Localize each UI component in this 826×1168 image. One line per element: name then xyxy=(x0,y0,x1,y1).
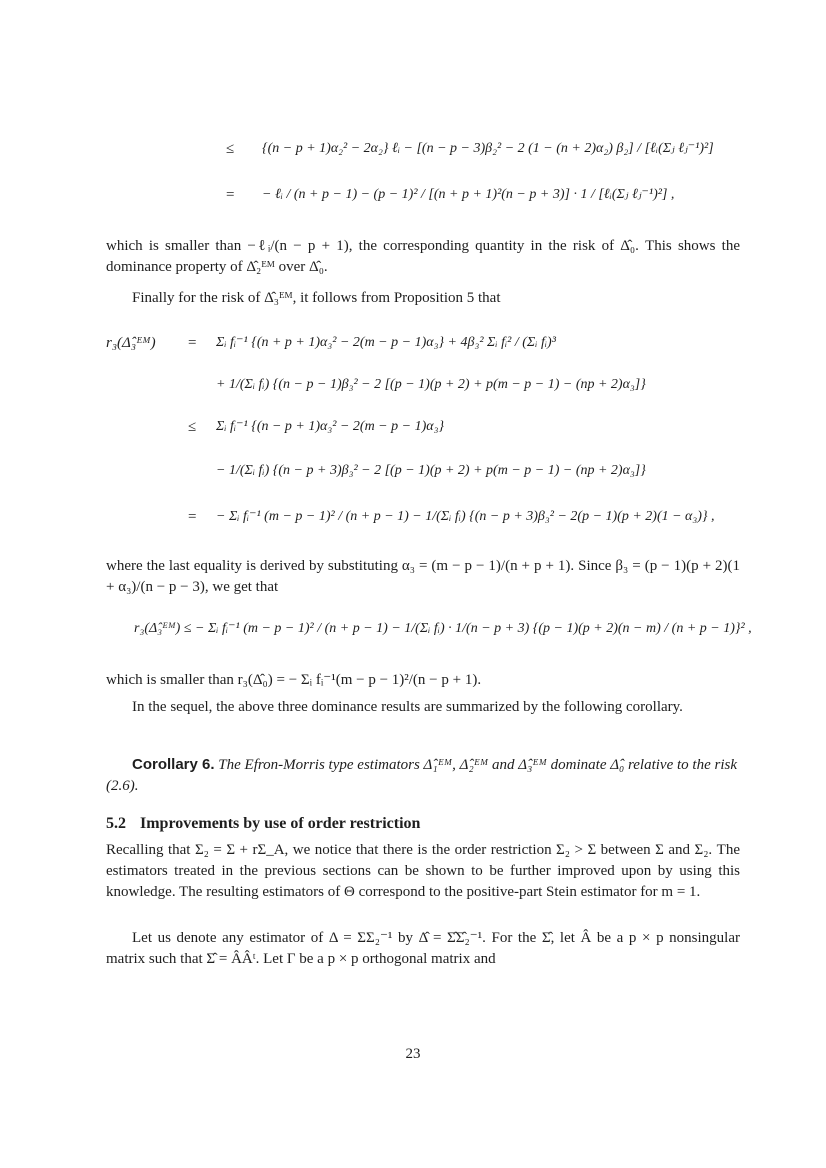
corollary-6 xyxy=(106,754,740,797)
eq1-expression: {(n − p + 1)α₂² − 2α₂} ℓᵢ − [(n − p − 3)β₂² − 2 (1 − (n + 2)α₂) β₂] / [ℓᵢ(Σⱼ ℓⱼ⁻¹)²] xyxy=(262,141,714,156)
section-title: Improvements by use of order restriction xyxy=(140,815,421,832)
corollary-label: Corollary 6. xyxy=(132,756,215,773)
r3-line3: Σᵢ fᵢ⁻¹ {(n − p + 1)α₃² − 2(m − p − 1)α₃} xyxy=(216,419,445,434)
paragraph-let-us-denote: Let us denote any estimator of Δ = ΣΣ₂⁻¹ by Δ̂ = Σ̂Σ̂₂⁻¹. For the Σ̂, let Â be a p × p nonsingular matrix such that Σ̂ = ÂÂᵗ. Let Γ be a p × p orthogonal matrix and xyxy=(106,930,740,967)
section-heading xyxy=(106,815,420,833)
r3-line4: − 1/(Σᵢ fᵢ) {(n − p + 3)β₃² − 2 [(p − 1)(p + 2) + p(m − p − 1) − (np + 2)α₃]} xyxy=(216,463,646,478)
eq2-expression: − ℓᵢ / (n + p − 1) − (p − 1)² / [(n + p + 1)²(n − p + 3)] · 1 / [ℓᵢ(Σⱼ ℓⱼ⁻¹)²] , xyxy=(262,187,675,202)
r3-line5-relation: = xyxy=(188,509,197,525)
paragraph-sequel: In the sequel, the above three dominance results are summarized by the following corollary. xyxy=(132,699,683,715)
section-number: 5.2 xyxy=(106,815,126,832)
page-number: 23 xyxy=(405,1046,421,1062)
eq2-relation: = xyxy=(226,187,235,203)
corollary-body: The Efron-Morris type estimators Δ̂₁ᴱᴹ, Δ̂₂ᴱᴹ and Δ̂₃ᴱᴹ dominate Δ̂₀ relative to the risk (2.6). xyxy=(106,757,737,794)
paragraph-finally: Finally for the risk of Δ̂₃ᴱᴹ, it follows from Proposition 5 that xyxy=(132,290,501,306)
r3-line2: + 1/(Σᵢ fᵢ) {(n − p − 1)β₃² − 2 [(p − 1)(p + 2) + p(m − p − 1) − (np + 2)α₃]} xyxy=(216,377,646,392)
r3-line3-relation: ≤ xyxy=(188,419,197,435)
r3-line1-relation: = xyxy=(188,335,197,351)
paragraph-dominance-2: which is smaller than −ℓᵢ/(n − p + 1), the corresponding quantity in the risk of Δ̂₀. This shows the dominance property of Δ̂₂ᴱᴹ over Δ̂₀. xyxy=(106,238,740,275)
paragraph-smaller-than: which is smaller than r₃(Δ̂₀) = − Σᵢ fᵢ⁻¹(m − p − 1)²/(n − p + 1). xyxy=(106,672,482,688)
eq1-relation: ≤ xyxy=(226,141,235,157)
final-inequality: r₃(Δ̂₃ᴱᴹ) ≤ − Σᵢ fᵢ⁻¹ (m − p − 1)² / (n + p − 1) − 1/(Σᵢ fᵢ) · 1/(n − p + 3) {(p − 1)(p + 2)(n − m) / (n + p − 1)}² , xyxy=(134,621,752,636)
paragraph-substitution: where the last equality is derived by substituting α₃ = (m − p − 1)/(n + p + 1). Since β₃ = (p − 1)(p + 2)(1 + α₃)/(n − p − 3), we get that xyxy=(106,558,740,595)
r3-line5: − Σᵢ fᵢ⁻¹ (m − p − 1)² / (n + p − 1) − 1/(Σᵢ fᵢ) {(n − p + 3)β₃² − 2(p − 1)(p + 2)(1 − α₃)} , xyxy=(216,509,715,524)
r3-lhs: r₃(Δ̂₃ᴱᴹ) xyxy=(106,335,156,351)
r3-line1: Σᵢ fᵢ⁻¹ {(n + p + 1)α₃² − 2(m − p − 1)α₃} + 4β₃² Σᵢ fᵢ² / (Σᵢ fᵢ)³ xyxy=(216,335,556,350)
paragraph-order-restriction: Recalling that Σ₂ = Σ + rΣ_A, we notice that there is the order restriction Σ₂ > Σ between Σ and Σ₂. The estimators treated in the previous sections can be shown to be further improved upon by using this knowledge. The resulting estimators of Θ correspond to the positive-part Stein estimator for m = 1. xyxy=(106,842,740,900)
